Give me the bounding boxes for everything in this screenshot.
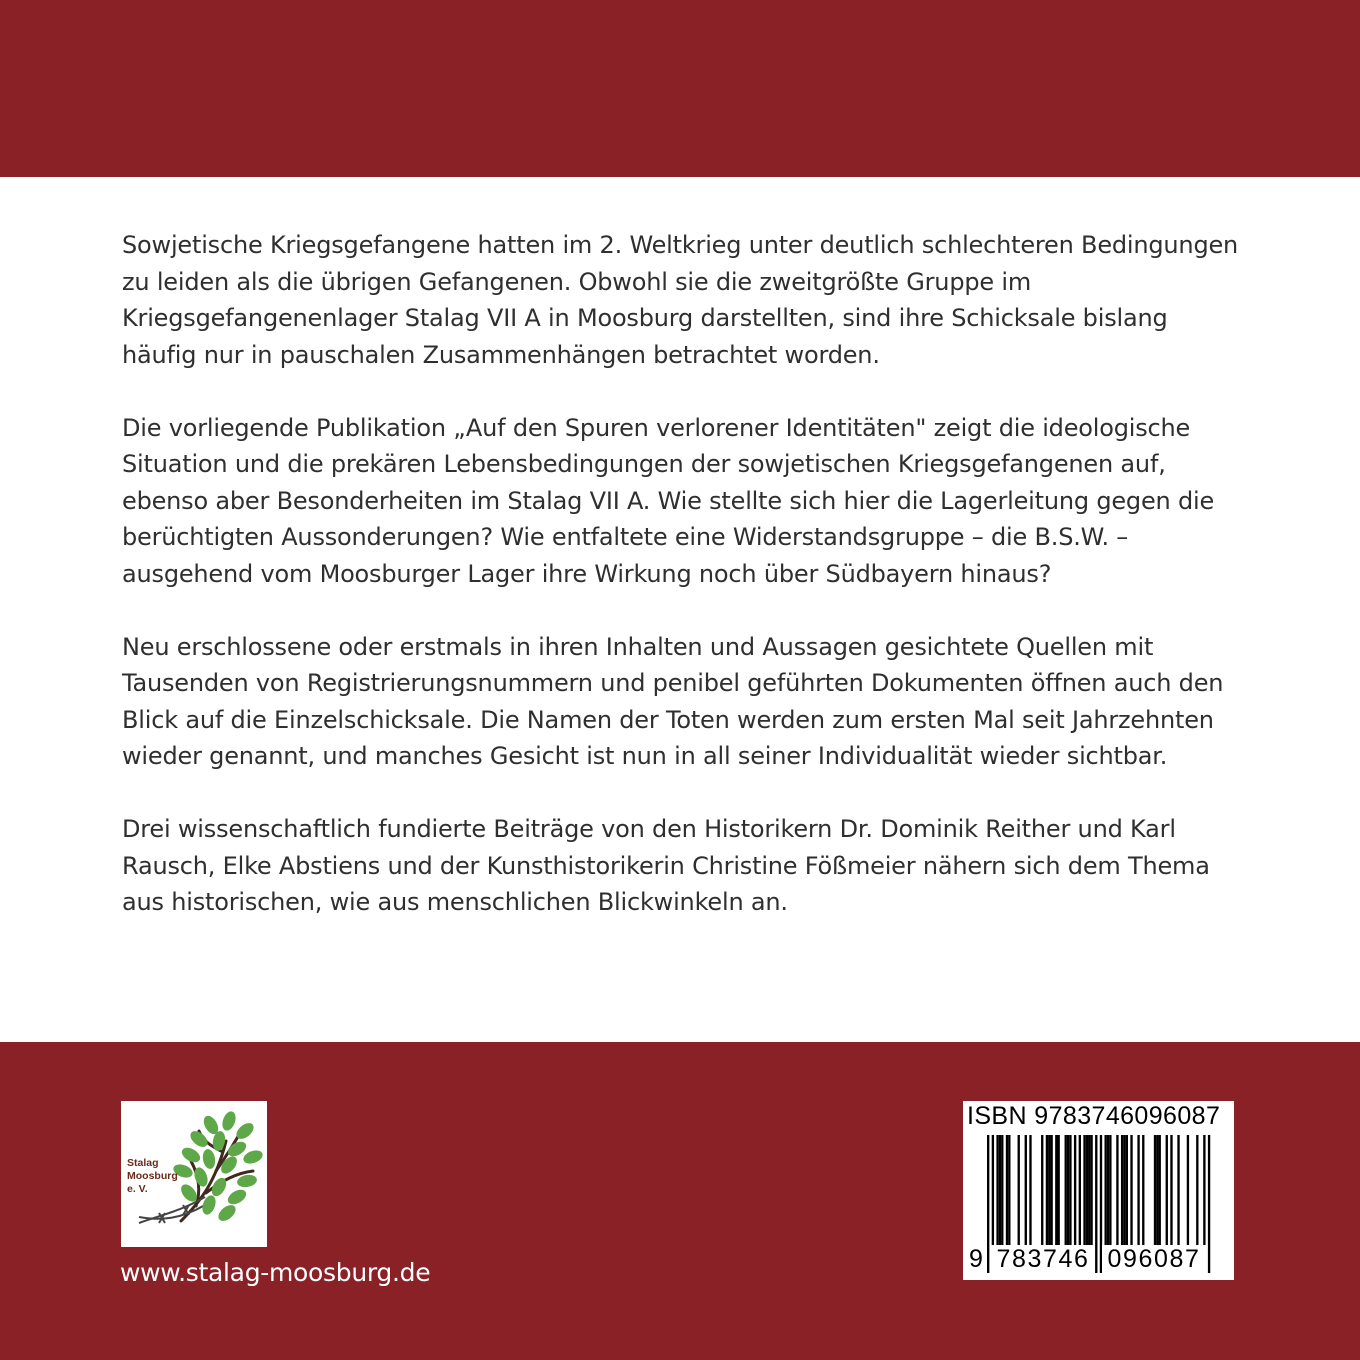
barcode-bar — [1074, 1135, 1076, 1247]
barcode-bar — [1018, 1135, 1020, 1247]
barcode-bar — [1065, 1135, 1067, 1247]
barcode-bar — [1069, 1135, 1071, 1247]
barcode-bar — [1126, 1135, 1128, 1247]
barcode-bar — [1137, 1135, 1139, 1247]
barcode-bar — [1090, 1135, 1092, 1247]
barcode-bar — [1055, 1135, 1057, 1247]
barcode-bar — [999, 1135, 1001, 1247]
barcode-bar — [1050, 1135, 1052, 1247]
paragraph-4: Drei wissenschaftlich fundierte Beiträge von den Historikern Dr. Dominik Reither und Karl Rausch, Elke Abstiens und der Kunsthistorikerin Christine Fößmeier nähern sich dem Thema aus historischen, wie aus menschlichen Blickwinkeln an. — [122, 815, 1210, 916]
barcode-bar — [1208, 1135, 1210, 1273]
barcode-bar — [1105, 1135, 1107, 1247]
barcode-bar — [1008, 1135, 1010, 1247]
barcode-bar — [1123, 1135, 1125, 1247]
barcode-bar — [1088, 1135, 1090, 1247]
logo-line-2: Moosburg — [127, 1170, 178, 1182]
barcode-bar — [1058, 1135, 1060, 1247]
logo-line-1: Stalag — [127, 1157, 159, 1169]
isbn-barcode — [963, 1101, 1234, 1280]
barcode-bar — [1187, 1135, 1189, 1247]
barcode-bar — [1001, 1135, 1003, 1247]
barcode-bar — [1079, 1135, 1081, 1247]
barcode-bar — [996, 1135, 998, 1247]
barcode-bar — [1083, 1135, 1085, 1247]
barcode-bar — [1046, 1135, 1048, 1247]
barcode-digit-first: 9 — [966, 1245, 986, 1275]
barcode-bar — [1142, 1135, 1144, 1247]
barcode-bar — [1041, 1135, 1043, 1247]
logo-line-3: e. V. — [127, 1183, 148, 1195]
barcode-bar — [1154, 1135, 1156, 1247]
barcode-bar — [1196, 1135, 1198, 1247]
barcode-bar — [1107, 1135, 1109, 1247]
barcode-bar — [1156, 1135, 1158, 1247]
barcode-bar — [1177, 1135, 1179, 1247]
paragraph-1: Sowjetische Kriegsgefangene hatten im 2. Weltkrieg unter deutlich schlechteren Bedingungen zu leiden als die übrigen Gefangenen. Obwohl sie die zweitgrößte Gruppe im Kriegsgefangenenlager Stalag VII A in Moosburg darstellten, sind ihre Schicksale bislang häufig nur in pauschalen Zusammenhängen betrachtet worden. — [122, 231, 1239, 369]
paragraph-3: Neu erschlossene oder erstmals in ihren Inhalten und Aussagen gesichtete Quellen mit Tausenden von Registrierungsnummern und penibel geführten Dokumenten öffnen auch den Blick auf die Einzelschicksale. Die Namen der Toten werden zum ersten Mal seit Jahrzehnten wieder genannt, und manches Gesicht ist nun in all seiner Individualität wieder sichtbar. — [122, 632, 1224, 770]
barcode-bar — [1086, 1135, 1088, 1247]
barcode-bar — [1159, 1135, 1161, 1247]
barcode-bar — [1109, 1135, 1111, 1247]
barcode-bar — [1116, 1135, 1118, 1247]
barcode-bar — [1067, 1135, 1069, 1247]
isbn-label: ISBN 9783746096087 — [967, 1102, 1221, 1130]
barcode-bar — [1006, 1135, 1008, 1247]
paragraph-2: Die vorliegende Publikation „Auf den Spuren verlorener Identitäten" zeigt die ideologische Situation und die prekären Lebensbedingungen der sowjetischen Kriegsgefangenen auf, ebenso aber Besonderheiten im Stalag VII A. Wie stellte sich hier die Lagerleitung gegen die berüchtigten Aussonderungen? Wie entfaltete eine Widerstandsgruppe – die B.S.W. – ausgehend vom Moosburger Lager ihre Wirkung noch über Südbayern hinaus? — [122, 413, 1215, 588]
barcode-bar — [1130, 1135, 1132, 1247]
barcode-bar — [1166, 1135, 1168, 1247]
barcode-bar — [987, 1135, 989, 1273]
publisher-logo — [121, 1101, 267, 1247]
barcode-digits-right: 096087 — [1102, 1245, 1206, 1275]
barcode-bar — [1025, 1135, 1027, 1247]
barcode-digits-left: 783746 — [991, 1245, 1095, 1275]
blurb-text — [122, 227, 1242, 921]
barcode-bar — [1029, 1135, 1031, 1247]
barcode-bar — [1095, 1135, 1097, 1273]
barcode-bar — [1170, 1135, 1172, 1247]
website-url: www.stalag-moosburg.de — [120, 1258, 431, 1287]
barcode-bar — [1121, 1135, 1123, 1247]
top-color-band — [0, 0, 1360, 177]
barcode-bar — [1048, 1135, 1050, 1247]
logo-text — [127, 1157, 187, 1196]
